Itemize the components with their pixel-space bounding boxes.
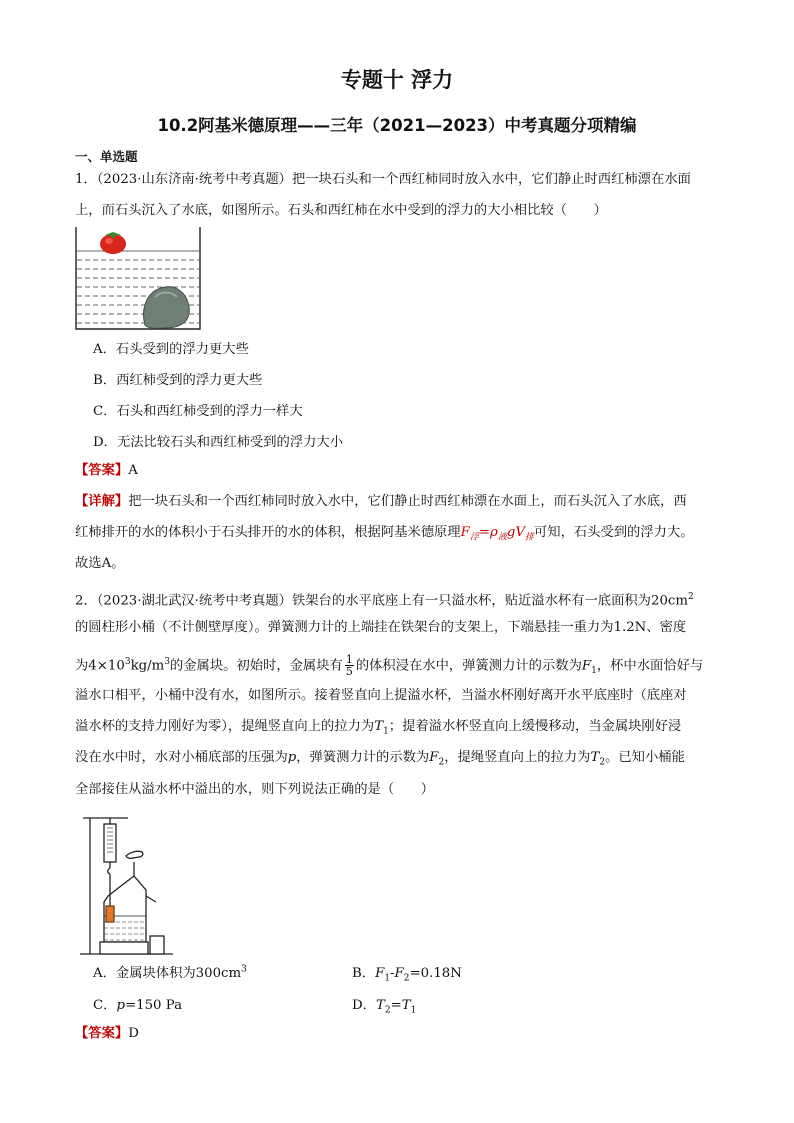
q2-stem-line-7: 全部接住从溢水杯中溢出的水，则下列说法正确的是（ ） [75, 782, 435, 797]
q2-option-c: C．p=150 Pa [93, 998, 183, 1013]
q2-option-a: A．金属块体积为$300cm^3$ [93, 964, 247, 981]
page-title: 专题十 浮力 [340, 68, 454, 92]
q1-stem-line-2: 上，而石头沉入了水底，如图所示。石头和西红柿在水中受到的浮力的大小相比较（ ） [75, 203, 607, 218]
q2-answer-label: 【答案】 [75, 1026, 129, 1041]
spring-scale [104, 818, 116, 874]
stone-icon [144, 287, 190, 329]
q1-answer [75, 461, 138, 481]
small-bucket [150, 936, 164, 954]
q2-answer-value: D [128, 1026, 139, 1041]
q1-option-d: D．无法比较石头和西红柿受到的浮力大小 [93, 435, 344, 450]
q2-stem-line-2: 的圆柱形小桶（不计侧壁厚度）。弹簧测力计的上端挂在铁架台的支架上，下端悬挂一重力为1.2N、密度 [75, 620, 687, 635]
q1-detail-text-1: 把一块石头和一个西红柿同时放入水中，它们静止时西红柿漂在水面上，而石头沉入了水底，西 [128, 494, 687, 509]
base-block [100, 942, 148, 954]
section-heading: 一、单选题 [75, 149, 138, 164]
q1-detail-text-2: 红柿排开的水的体积小于石头排开的水的体积，根据阿基米德原理 [75, 525, 461, 540]
page-subtitle: 10.2阿基米德原理——三年（2021—2023）中考真题分项精编 [157, 116, 637, 135]
q1-detail-line-2 [75, 523, 694, 548]
archimedes-formula: $F_浮=\rho_液gV_排$ [460, 525, 534, 543]
q1-answer-value: A [128, 463, 138, 478]
q1-figure-tank [75, 225, 205, 331]
q1-detail-line-3: 故选A。 [75, 556, 125, 571]
q2-option-b: B．$F_1-F_2=0.18N$ [352, 966, 462, 984]
q1-stem-line-1: 1．（2023·山东济南·统考中考真题）把一块石头和一个西红柿同时放入水中，它们静止时西红柿漂在水面 [75, 172, 691, 187]
q1-answer-label: 【答案】 [75, 463, 129, 478]
q2-stem-line-1: 2．（2023·湖北武汉·统考中考真题）铁架台的水平底座上有一只溢水杯，贴近溢水杯有一底面积为$20cm^2$ [75, 592, 694, 609]
q2-answer [75, 1024, 139, 1044]
q2-stem-line-3: 为$4\times 10^3kg/m^3$的金属块。初始时，金属块有 $\frac{1}{5}$ 的体积浸在水中，弹簧测力计的示数为$F_1$，杯中水面恰好与 [75, 653, 704, 679]
q2-stem-line-6: 没在水中时，水对小桶底部的压强为p，弹簧测力计的示数为$F_2$，提绳竖直向上的拉力为$T_2$。已知小桶能 [75, 750, 685, 768]
q1-detail-text-3: 可知，石头受到的浮力大。 [533, 525, 694, 540]
q1-detail-label: 【详解】 [75, 494, 129, 509]
q2-option-d: D．$T_2=T_1$ [352, 998, 417, 1016]
q1-option-b: B．西红柿受到的浮力更大些 [93, 373, 263, 388]
q1-detail-line-1 [75, 492, 687, 512]
q1-option-c: C．石头和西红柿受到的浮力一样大 [93, 404, 303, 419]
q2-stem-line-5: 溢水杯的支持力刚好为零），提绳竖直向上的拉力为$T_1$；提着溢水杯竖直向上缓慢移动，当金属块刚好浸 [75, 719, 682, 737]
q2-figure-apparatus [78, 810, 178, 958]
q1-option-a: A．石头受到的浮力更大些 [93, 342, 249, 357]
hand-icon [126, 851, 143, 876]
q2-stem-line-4: 溢水口相平，小桶中没有水，如图所示。接着竖直向上提溢水杯，当溢水杯刚好离开水平底座时（底座对 [75, 688, 687, 703]
fraction-one-fifth: $\frac{1}{5}$ [345, 653, 353, 679]
tomato-icon [100, 232, 126, 254]
